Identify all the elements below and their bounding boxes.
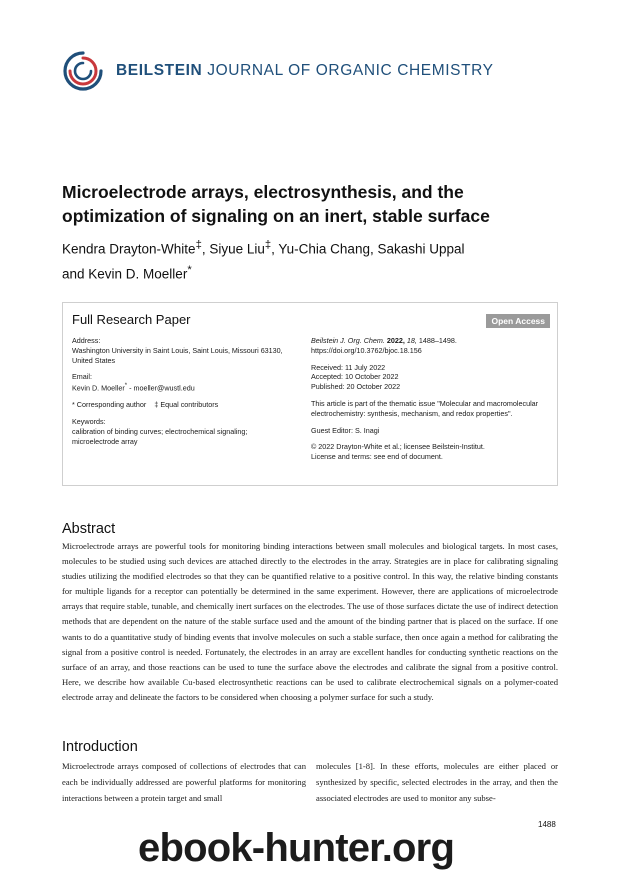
article-info-box bbox=[62, 302, 558, 486]
license-block: © 2022 Drayton-White et al.; licensee Beilstein-Institut. License and terms: see end of document. bbox=[311, 442, 485, 462]
info-left-column bbox=[72, 336, 294, 454]
email-link[interactable]: - moeller@wustl.edu bbox=[127, 383, 195, 393]
article-title: Microelectrode arrays, electrosynthesis, and the optimization of signaling on an inert, stable surface bbox=[62, 182, 490, 226]
info-right-column bbox=[311, 336, 551, 469]
citation-block: Beilstein J. Org. Chem. 2022, 18, 1488–1498. https://doi.org/10.3762/bjoc.18.156 bbox=[311, 336, 551, 356]
introduction-left-column: Microelectrode arrays composed of collections of electrodes that can each be individually addressed are powerful platforms for monitoring interactions between a protein target and small bbox=[62, 761, 306, 803]
introduction-heading: Introduction bbox=[62, 739, 138, 755]
guest-editor: Guest Editor: S. Inagi bbox=[311, 425, 380, 435]
abstract-text: Microelectrode arrays are powerful tools for monitoring binding interactions between small molecules and biological targets. In most cases, molecules to be studied using such devices are attached directly to the electrodes in the array. Strategies are in place for calibrating signaling studies utilizing the modified electrodes so that they can be quantified relative to a positive control. In this way, the relative binding constants for multiple ligands for a receptor can potentially be determined in the same experiment. However, there are applications of microelectrode arrays that require stable, tunable, and chemically inert surfaces on the electrodes. The use of those surfaces dictate the use of indirect detection methods that are dependent on the nature of the stable surface used and the amount of the binding partner that is placed on the surface. If one wants to do a quantitative study of binding events that involve molecules on such a stable surface, then once again a method for calibrating the signal from a positive control is needed. Fortunately, the electrodes in an array are excellent handles for conducting synthetic reactions on the surface of an array, and those reactions can be used to tune the surface above the electrodes and calibrate the signal from a positive control. Here, we describe how available Cu-based electrosynthetic reactions can be used to calibrate electrochemical signals on a polymer-coated electrode array and delineate the factors to be considered when choosing a polymer surface for such a study. bbox=[62, 541, 558, 702]
beilstein-logo-icon bbox=[62, 50, 104, 92]
paper-type: Full Research Paper bbox=[72, 312, 191, 327]
abstract-heading: Abstract bbox=[62, 521, 116, 537]
dates-block: Received: 11 July 2022 Accepted: 10 October 2022 Published: 20 October 2022 bbox=[311, 362, 401, 392]
thematic-issue: This article is part of the thematic issue "Molecular and macromolecular electrochemistry: synthesis, mechanism, and redox properties". bbox=[311, 398, 539, 418]
author-list: Kendra Drayton-White‡, Siyue Liu‡, Yu-Chia Chang, Sakashi Uppal and Kevin D. Moeller* bbox=[62, 239, 465, 281]
footnotes: * Corresponding author ‡ Equal contributors bbox=[72, 400, 219, 410]
page-number: 1488 bbox=[538, 820, 556, 829]
introduction-right-column: molecules [1-8]. In these efforts, molecules are either placed or synthesized by specific, selected electrodes in the array, and then the associated electrodes are used to monitor any subse- bbox=[316, 761, 558, 803]
watermark: ebook-hunter.org bbox=[138, 826, 455, 870]
email-block: Email: Kevin D. Moeller* - moeller@wustl.edu bbox=[72, 372, 195, 393]
journal-name: BEILSTEIN JOURNAL OF ORGANIC CHEMISTRY bbox=[116, 62, 494, 79]
keywords-block: Keywords: calibration of binding curves; electrochemical signaling; microelectrode array bbox=[72, 417, 248, 446]
journal-header bbox=[62, 50, 494, 94]
open-access-badge: Open Access bbox=[486, 314, 550, 328]
doi-link[interactable]: https://doi.org/10.3762/bjoc.18.156 bbox=[311, 345, 422, 355]
address-block: Address: Washington University in Saint Louis, Saint Louis, Missouri 63130, United States bbox=[72, 336, 283, 365]
